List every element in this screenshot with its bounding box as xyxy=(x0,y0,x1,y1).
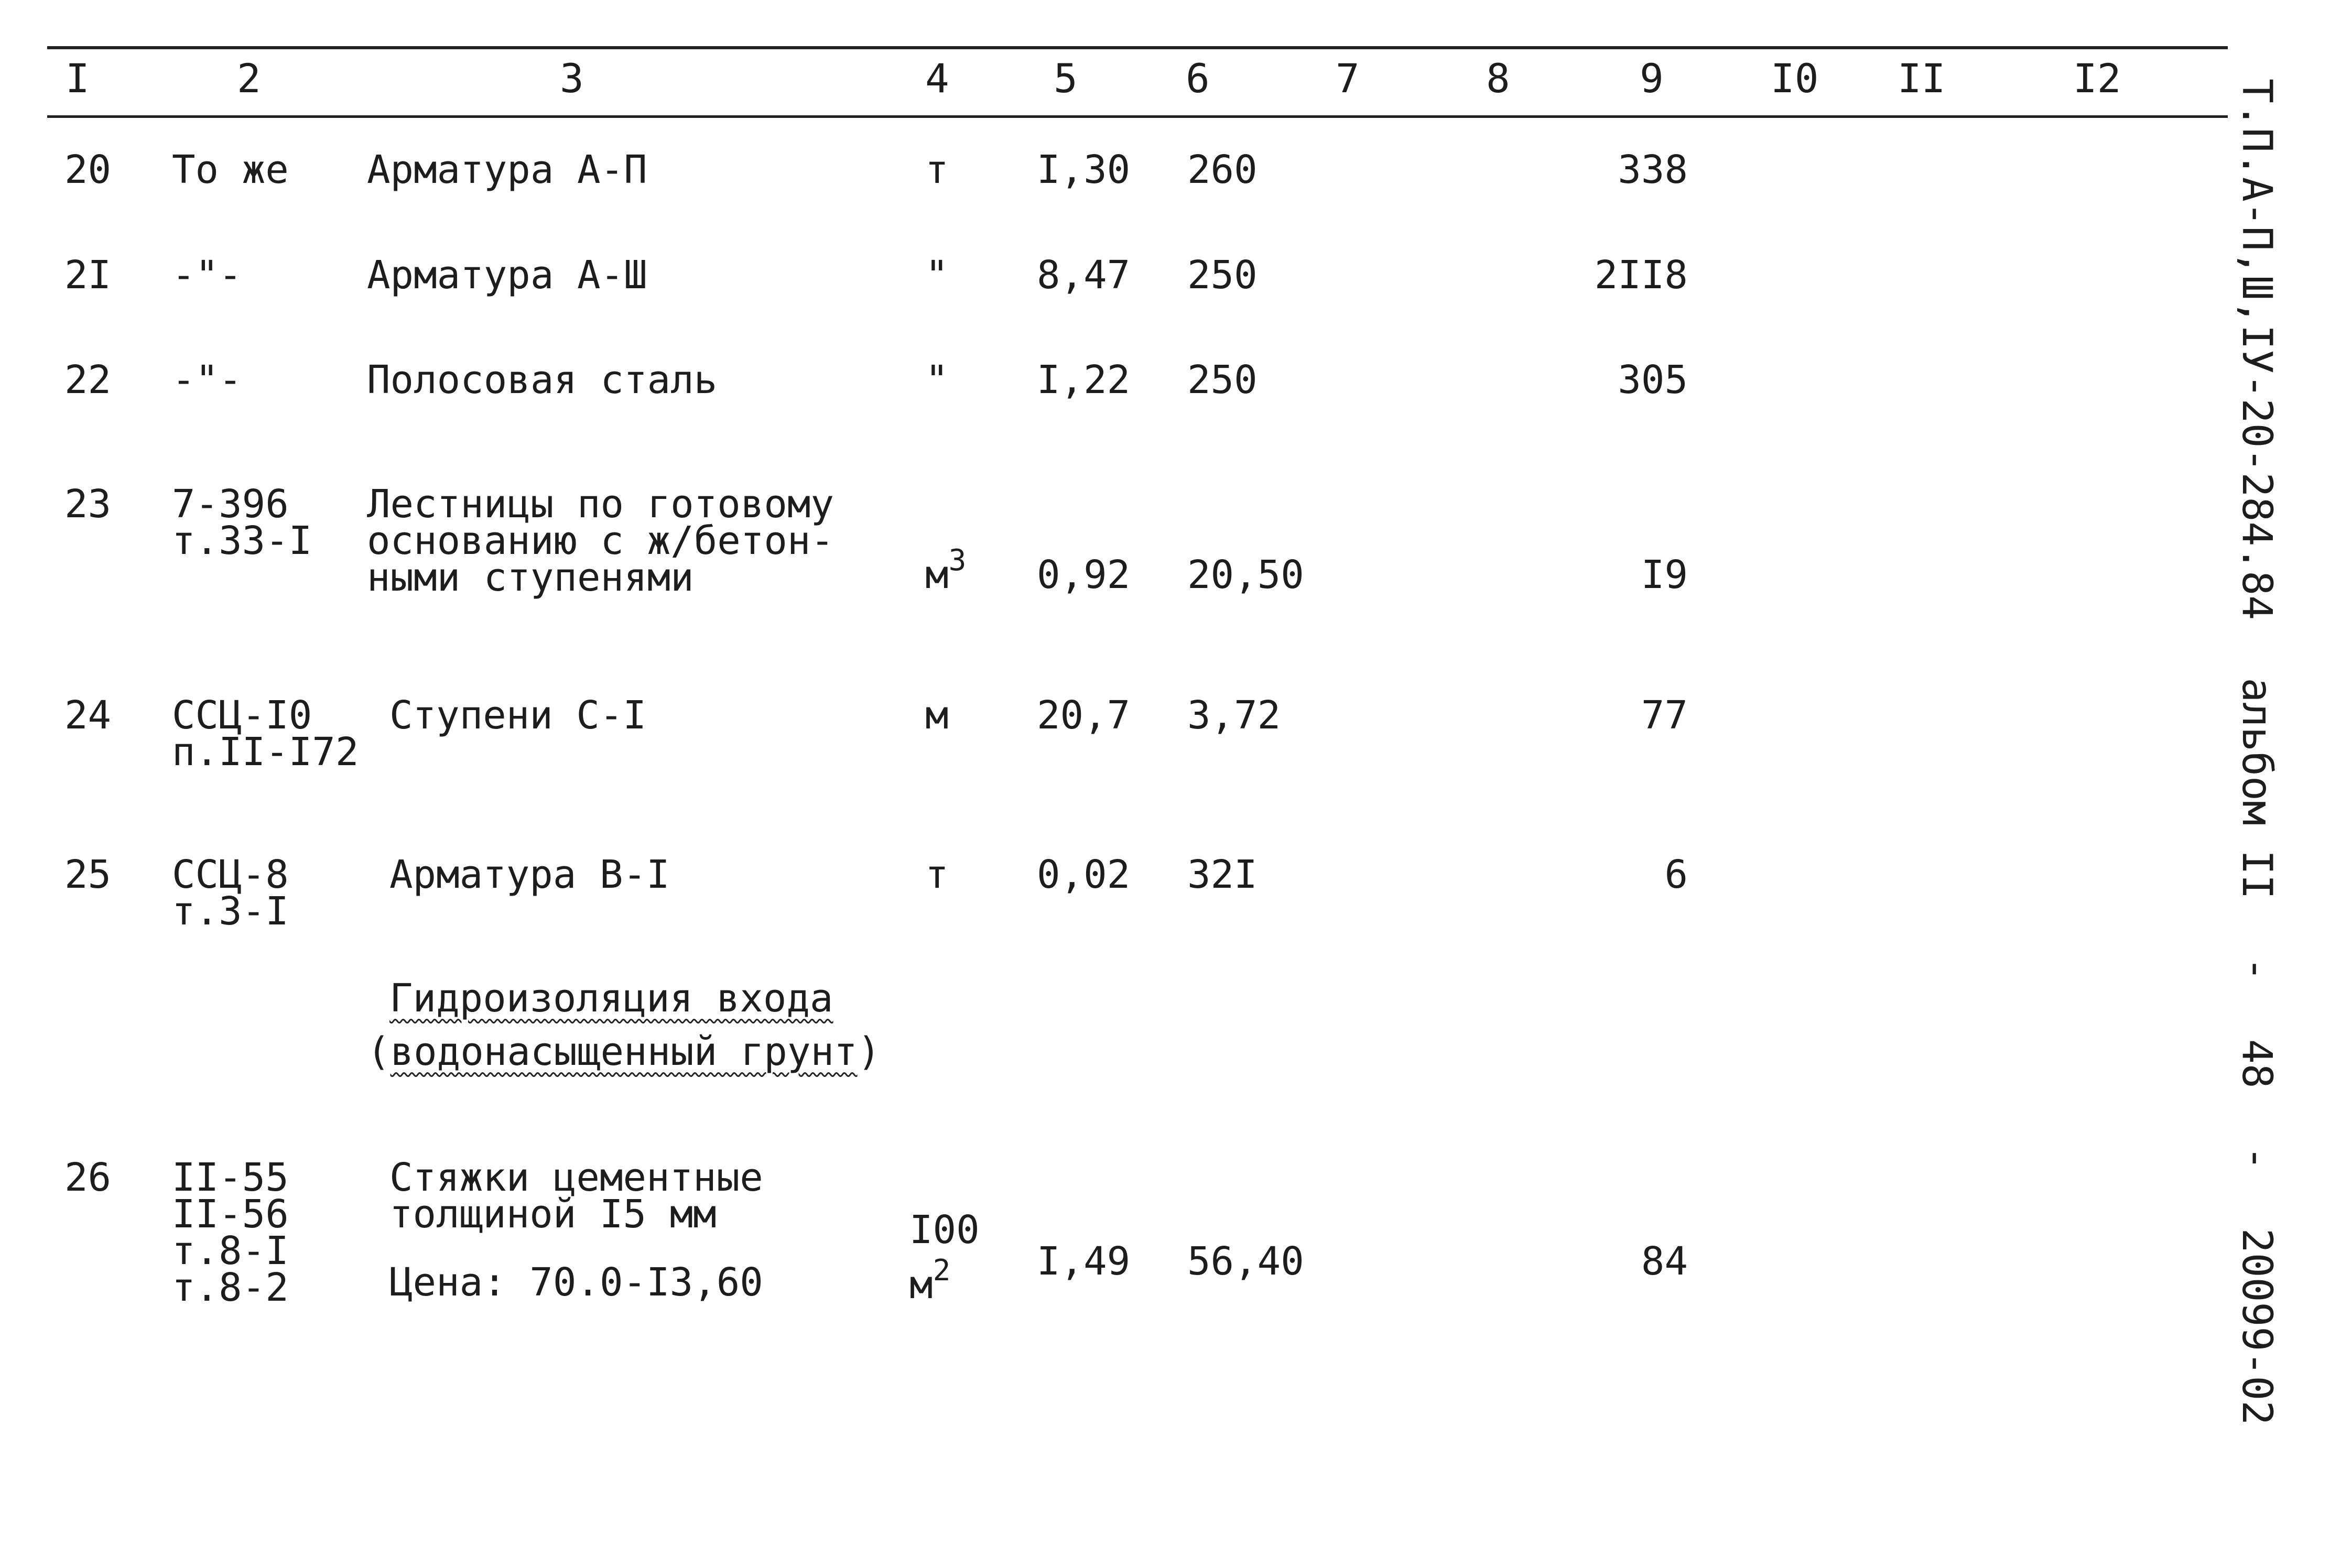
row-unit: $м^3$ xyxy=(925,543,967,597)
row-total: 305 xyxy=(1618,357,1688,402)
unit-superscript: 3 xyxy=(948,543,967,578)
row-code-line: т.8-2 xyxy=(172,1265,289,1310)
stamp-page-number: 48 xyxy=(2233,1039,2280,1088)
col-header-2: 2 xyxy=(237,55,261,102)
row-price: 56,40 xyxy=(1187,1239,1304,1284)
row-unit: " xyxy=(925,253,949,298)
row-quantity: I,49 xyxy=(1037,1239,1131,1284)
row-unit: т xyxy=(925,147,949,192)
col-header-9: 9 xyxy=(1640,55,1664,102)
row-total: 338 xyxy=(1618,147,1688,192)
col-header-7: 7 xyxy=(1336,55,1360,102)
row-number: 22 xyxy=(64,357,112,402)
row-price: 250 xyxy=(1187,357,1258,402)
row-name: Ступени С-I xyxy=(389,693,647,738)
row-number: 20 xyxy=(64,147,112,192)
row-code-line: т.8-I xyxy=(172,1228,289,1273)
row-code-line: 7-396 xyxy=(172,482,289,527)
row-name: Арматура В-I xyxy=(389,852,670,897)
row-unit-line-2: $м^2$ xyxy=(909,1254,951,1308)
row-quantity: 20,7 xyxy=(1037,693,1131,738)
row-unit: " xyxy=(925,357,949,402)
col-header-10: I0 xyxy=(1771,55,1819,102)
row-total: 84 xyxy=(1641,1239,1688,1284)
row-quantity: 8,47 xyxy=(1037,253,1131,298)
col-header-12: I2 xyxy=(2073,55,2121,102)
row-quantity: I,22 xyxy=(1037,357,1131,402)
col-header-6: 6 xyxy=(1186,55,1210,102)
stamp-code: Т.П.А-П,Ш,IУ-20-284.84 xyxy=(2233,79,2280,620)
row-number: 23 xyxy=(64,482,112,527)
row-name: Арматура А-П xyxy=(367,147,647,192)
header-rule xyxy=(47,115,2228,118)
stamp-dash: - xyxy=(2233,1146,2280,1171)
row-price: 250 xyxy=(1187,253,1258,298)
row-number: 25 xyxy=(64,852,112,897)
row-quantity: I,30 xyxy=(1037,147,1131,192)
document-stamp xyxy=(2225,79,2288,1425)
row-price: 20,50 xyxy=(1187,552,1304,597)
row-code-line: II-55 xyxy=(172,1155,289,1200)
row-code: -"- xyxy=(172,253,242,298)
row-code-line: т.33-I xyxy=(172,518,312,563)
row-quantity: 0,92 xyxy=(1037,552,1131,597)
row-code: -"- xyxy=(172,357,242,402)
row-code-line: п.II-I72 xyxy=(172,729,359,775)
row-total: 77 xyxy=(1641,693,1688,738)
row-unit: I00 xyxy=(909,1207,980,1253)
row-code-line: ССЦ-8 xyxy=(172,852,289,897)
row-price: 32I xyxy=(1187,852,1258,897)
stamp-album: альбом II xyxy=(2233,678,2280,899)
row-total: 2II8 xyxy=(1594,253,1688,298)
col-header-11: II xyxy=(1898,55,1946,102)
row-total: I9 xyxy=(1641,552,1688,597)
unit-superscript: 2 xyxy=(933,1254,951,1288)
row-quantity: 0,02 xyxy=(1037,852,1131,897)
row-unit: м xyxy=(925,693,949,738)
col-header-8: 8 xyxy=(1486,55,1510,102)
row-name: Полосовая сталь xyxy=(367,357,718,402)
row-total: 6 xyxy=(1664,852,1688,897)
stamp-document-number: 20099-02 xyxy=(2233,1228,2280,1425)
col-header-1: I xyxy=(66,55,90,102)
col-header-5: 5 xyxy=(1054,55,1078,102)
row-name-line: Стяжки цементные xyxy=(389,1155,763,1200)
row-price-note: Цена: 70.0-I3,60 xyxy=(389,1260,763,1305)
top-rule xyxy=(47,46,2228,49)
row-name-line: основанию с ж/бетон- xyxy=(367,518,834,563)
row-code: То же xyxy=(172,147,289,192)
row-price: 3,72 xyxy=(1187,693,1281,738)
row-price: 260 xyxy=(1187,147,1258,192)
row-name-line: Лестницы по готовому xyxy=(367,482,834,527)
row-name: Арматура А-Ш xyxy=(367,253,647,298)
stamp-dash: - xyxy=(2233,956,2280,982)
col-header-4: 4 xyxy=(925,55,949,102)
row-number: 24 xyxy=(64,693,112,738)
row-code-line: ССЦ-I0 xyxy=(172,693,312,738)
row-code-line: т.3-I xyxy=(172,889,289,934)
row-number: 26 xyxy=(64,1155,112,1200)
col-header-3: 3 xyxy=(560,55,584,102)
row-unit: т xyxy=(925,852,949,897)
row-code-line: II-56 xyxy=(172,1192,289,1237)
row-name-line: толщиной I5 мм xyxy=(389,1192,717,1237)
section-subtitle: (водонасыщенный грунт) xyxy=(367,1029,881,1074)
section-title: Гидроизоляция входа xyxy=(389,976,833,1021)
row-number: 2I xyxy=(64,253,112,298)
row-name-line: ными ступенями xyxy=(367,555,694,600)
